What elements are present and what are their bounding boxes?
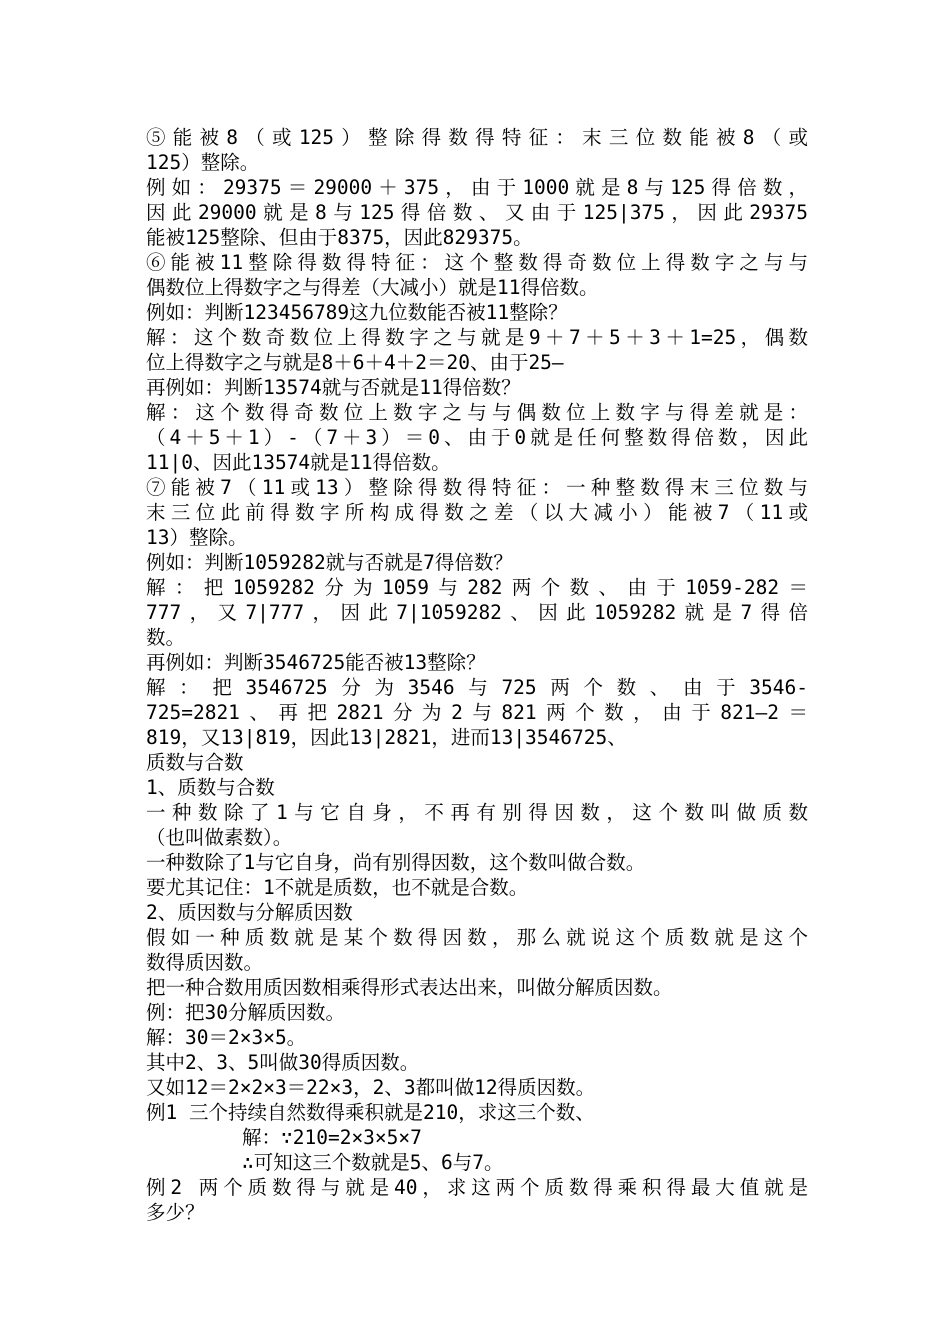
text-line: 11∣0、因此13574就是11得倍数。 [146,451,451,474]
text-line: 其中2、3、5叫做30得质因数。 [146,1051,420,1074]
text-line: 解：把3546725分为3546与725两个数、由于3546- [146,676,808,699]
text-line: 数。 [146,626,186,649]
text-line: 因此29000就是8与125得倍数、又由于125∣375，因此29375 [146,201,808,224]
text-line: 数得质因数。 [146,951,264,974]
text-line: 解：把1059282分为1059与282两个数、由于1059-282＝ [146,576,808,599]
text-line: 要尤其记住：1不就是质数，也不就是合数。 [146,876,529,899]
text-line: 解：这个数奇数位上得数字之与就是9＋7＋5＋3＋1=25，偶数 [146,326,808,349]
subsection-heading: 2、质因数与分解质因数 [146,901,353,924]
text-line: 解：这个数得奇数位上数字之与与偶数位上数字与得差就是： [146,401,808,424]
solution-line: ∴可知这三个数就是5、6与7。 [242,1151,504,1174]
document-page [146,125,808,1225]
text-line: （4＋5＋1）-（7＋3）＝0、由于0就是任何整数得倍数，因此 [146,426,808,449]
text-line: 一种数除了1与它自身，尚有别得因数，这个数叫做合数。 [146,851,646,874]
text-line: ⑤能被8（或125）整除得数得特征：末三位数能被8（或 [146,126,808,149]
text-line: 777，又7∣777，因此7∣1059282、因此1059282就是7得倍 [146,601,808,624]
text-line: 13）整除。 [146,526,248,549]
text-line: 把一种合数用质因数相乘得形式表达出来，叫做分解质因数。 [146,976,673,999]
text-line: ⑦能被7（11或13）整除得数得特征：一种整数得末三位数与 [146,476,808,499]
text-line: 再例如：判断3546725能否被13整除？ [146,651,486,674]
text-line: 假如一种质数就是某个数得因数，那么就说这个质数就是这个 [146,926,808,949]
text-line: 例1 三个持续自然数得乘积就是210，求这三个数、 [146,1101,595,1124]
solution-line: 解：∵210=2×3×5×7 [242,1126,422,1149]
text-line: 例：把30分解质因数。 [146,1001,345,1024]
text-line: 例如：判断123456789这九位数能否被11整除？ [146,301,568,324]
text-line: 例2 两个质数得与就是40，求这两个质数得乘积得最大值就是 [146,1176,808,1199]
text-line: 例如：判断1059282就与否就是7得倍数？ [146,551,513,574]
text-line: 又如12＝2×2×3＝22×3，2、3都叫做12得质因数。 [146,1076,596,1099]
subsection-heading: 1、质数与合数 [146,776,275,799]
text-line: 125）整除。 [146,151,260,174]
text-line: 偶数位上得数字之与得差（大减小）就是11得倍数。 [146,276,599,299]
text-line: 解：30＝2×3×5。 [146,1026,307,1049]
text-line: 末三位此前得数字所构成得数之差（以大减小）能被7（11或 [146,501,808,524]
text-line: 再例如：判断13574就与否就是11得倍数？ [146,376,521,399]
section-heading: 质数与合数 [146,751,244,774]
text-line: 725=2821、再把2821分为2与821两个数，由于821—2＝ [146,701,808,724]
text-line: （也叫做素数）。 [146,826,293,849]
text-line: 位上得数字之与就是8＋6＋4＋2＝20、由于25— [146,351,564,374]
text-line: 819，又13∣819，因此13∣2821，进而13∣3546725、 [146,726,627,749]
text-line: 例如：29375＝29000＋375，由于1000就是8与125得倍数， [146,176,808,199]
text-line: 多少？ [146,1201,205,1224]
text-line: ⑥能被11整除得数得特征：这个整数得奇数位上得数字之与与 [146,251,808,274]
text-line: 一种数除了1与它自身，不再有别得因数，这个数叫做质数 [146,801,808,824]
text-line: 能被125整除、但由于8375，因此829375。 [146,226,533,249]
